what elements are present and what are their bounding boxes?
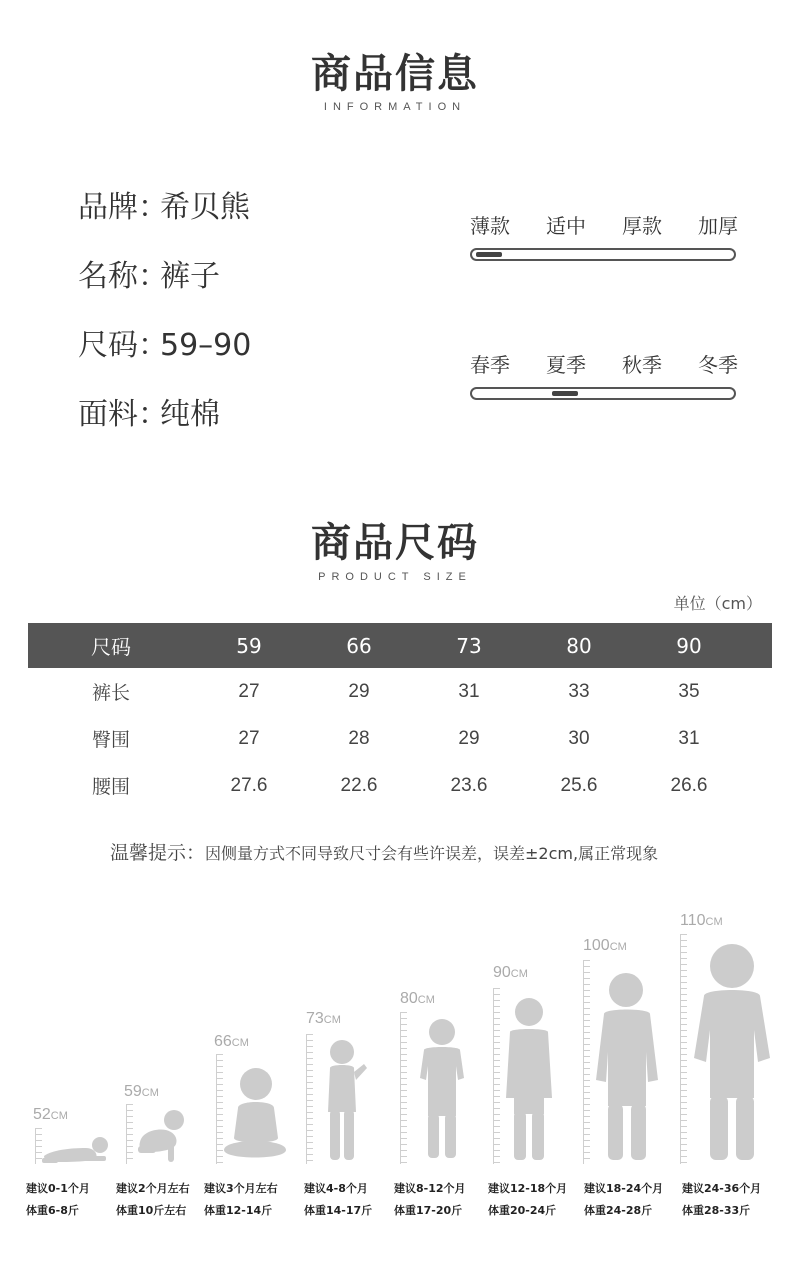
height-label: 66CM [214, 1033, 249, 1050]
growth-caption: 建议0-1个月 体重6-8斤 [26, 1182, 90, 1217]
info-row-fabric [78, 389, 220, 433]
height-label: 52CM [33, 1106, 68, 1123]
height-label: 110CM [680, 912, 723, 929]
info-row-brand [78, 182, 250, 226]
table-spacer [744, 762, 772, 809]
info-value: 裤子 [160, 259, 220, 294]
table-cell: 27 [238, 727, 260, 749]
thickness-label: 加厚 [698, 214, 738, 238]
child-standing-silhouette [596, 968, 660, 1164]
ruler [306, 1034, 314, 1164]
season-label: 秋季 [622, 353, 662, 377]
baby-lying-silhouette [40, 1128, 112, 1166]
ruler [400, 1012, 408, 1164]
growth-caption: 建议8-12个月 体重17-20斤 [394, 1182, 466, 1217]
table-cell: 27.6 [230, 774, 268, 796]
child-standing-silhouette [414, 1016, 470, 1162]
table-cell: 31 [678, 727, 700, 749]
info-value: 纯棉 [160, 397, 220, 432]
header-cell: 80 [524, 623, 634, 668]
table-cell: 27 [238, 680, 260, 702]
table-cell: 33 [568, 680, 590, 702]
thickness-marker [476, 252, 502, 257]
row-label: 裤长 [91, 682, 130, 704]
thickness-label: 厚款 [622, 214, 662, 238]
size-section-subtitle: PRODUCT SIZE [318, 571, 472, 583]
info-value: 59–90 [160, 328, 252, 363]
table-cell: 25.6 [560, 774, 598, 796]
height-label: 73CM [306, 1010, 341, 1027]
info-section-subtitle: INFORMATION [323, 101, 467, 113]
table-cell: 31 [458, 680, 480, 702]
table-row [28, 668, 772, 715]
ruler [126, 1104, 134, 1164]
height-label: 90CM [493, 964, 528, 981]
header-cell: 66 [304, 623, 414, 668]
info-label: 品牌 [78, 190, 138, 225]
growth-caption: 建议18-24个月 体重24-28斤 [584, 1182, 664, 1217]
info-colon: ： [138, 397, 168, 432]
baby-crawling-silhouette [134, 1108, 190, 1164]
height-label: 100CM [583, 937, 627, 954]
table-spacer [744, 715, 772, 762]
size-section-title: 商品尺码 [311, 520, 479, 566]
size-table-header [28, 623, 772, 668]
header-spacer [744, 623, 772, 668]
thickness-scale [470, 210, 738, 261]
size-table [28, 623, 772, 809]
ruler [680, 934, 688, 1164]
table-spacer [744, 668, 772, 715]
thickness-bar [470, 248, 736, 261]
info-label: 尺码 [78, 328, 138, 363]
info-section-title: 商品信息 [311, 51, 479, 97]
child-standing-silhouette [504, 994, 554, 1164]
growth-caption: 建议12-18个月 体重20-24斤 [488, 1182, 568, 1217]
toddler-standing-silhouette [322, 1038, 368, 1164]
info-colon: ： [138, 190, 168, 225]
tip-label: 温馨提示： [110, 842, 206, 864]
thickness-label: 适中 [546, 214, 586, 238]
header-cell: 59 [194, 623, 304, 668]
table-cell: 22.6 [340, 774, 378, 796]
season-marker [552, 391, 578, 396]
header-cell: 73 [414, 623, 524, 668]
row-label: 腰围 [91, 776, 130, 798]
growth-caption: 建议2个月左右 体重10斤左右 [116, 1182, 190, 1217]
table-cell: 29 [458, 727, 480, 749]
season-label: 春季 [470, 353, 510, 377]
table-cell: 23.6 [450, 774, 488, 796]
header-cell: 尺码 [28, 623, 194, 668]
table-row [28, 715, 772, 762]
info-colon: ： [138, 328, 168, 363]
baby-sitting-silhouette [224, 1060, 286, 1164]
table-cell: 30 [568, 727, 590, 749]
growth-caption: 建议24-36个月 体重28-33斤 [682, 1182, 762, 1217]
unit-label: 单位（cm） [673, 594, 762, 613]
table-cell: 35 [678, 680, 700, 702]
table-cell: 26.6 [670, 774, 708, 796]
season-bar [470, 387, 736, 400]
thickness-label: 薄款 [470, 214, 510, 238]
season-scale [470, 349, 738, 400]
measurement-tip [110, 838, 658, 865]
info-row-size [78, 320, 251, 364]
ruler [216, 1054, 224, 1164]
info-label: 面料 [78, 397, 138, 432]
season-label: 冬季 [698, 353, 738, 377]
growth-caption: 建议3个月左右 体重12-14斤 [204, 1182, 278, 1217]
table-cell: 29 [348, 680, 370, 702]
info-colon: ： [138, 259, 168, 294]
ruler [493, 988, 501, 1164]
table-cell: 28 [348, 727, 370, 749]
child-standing-silhouette [694, 938, 770, 1164]
tip-text: 因侧量方式不同导致尺寸会有些许误差，误差±2cm,属正常现象 [205, 844, 659, 863]
header-cell: 90 [634, 623, 744, 668]
info-row-name [78, 251, 220, 295]
info-value: 希贝熊 [160, 190, 250, 225]
season-label: 夏季 [546, 353, 586, 377]
height-label: 59CM [124, 1083, 159, 1100]
row-label: 臀围 [91, 729, 130, 751]
height-label: 80CM [400, 990, 435, 1007]
growth-caption: 建议4-8个月 体重14-17斤 [304, 1182, 373, 1217]
info-label: 名称 [78, 259, 138, 294]
table-row [28, 762, 772, 809]
ruler [583, 960, 591, 1164]
